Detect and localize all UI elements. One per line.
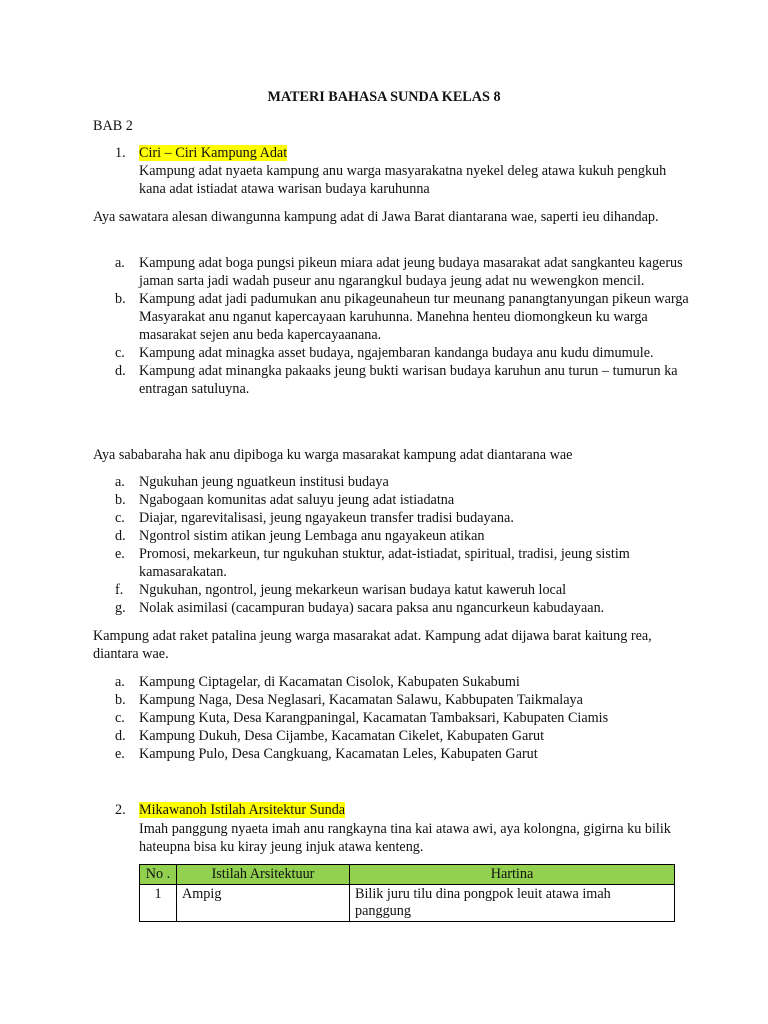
list-item: e. Kampung Pulo, Desa Cangkuang, Kacamatan Leles, Kabupaten Garut [115, 746, 538, 762]
paragraph-rights: Aya sababaraha hak anu dipiboga ku warga masarakat kampung adat diantarana wae [93, 447, 573, 463]
header-term: Istilah Arsitektuur [177, 865, 350, 885]
table-row [140, 885, 675, 922]
list-item: a. Ngukuhan jeung nguatkeun institusi budaya [115, 474, 389, 490]
document-title: MATERI BAHASA SUNDA KELAS 8 [267, 89, 501, 105]
list-item: b. Ngabogaan komunitas adat saluyu jeung adat istiadatna [115, 492, 455, 508]
section-1-definition: Kampung adat nyaeta kampung anu warga masyarakatna nyekel deleg atawa kukuh pengkuh kana adat istiadat atawa warisan budaya karuhunna [139, 163, 667, 197]
list-item: b. Kampung adat jadi padumukan anu pikageunaheun tur meunang panangtanyungan pikeun warga Masyarakat anu nganut kapercayaan karuhunna. Manehna henteu diomongkeun ku warga masarakat sejen anu beda kapercayaanana. [115, 291, 689, 343]
list-item: d. Kampung adat minangka pakaaks jeung bukti warisan budaya karuhun anu turun – tumurun ka entragan satuluyna. [115, 363, 678, 397]
cell-meaning: Bilik juru tilu dina pongpok leuit atawa imah panggung [350, 885, 675, 922]
list-item: f. Ngukuhan, ngontrol, jeung mekarkeun warisan budaya katut kaweruh local [115, 582, 567, 598]
paragraph-villages: Kampung adat raket patalina jeung warga masarakat adat. Kampung adat dijawa barat kaitung rea, diantara wae. [93, 628, 652, 662]
list-item: e. Promosi, mekarkeun, tur ngukuhan stuktur, adat-istiadat, spiritual, tradisi, jeung sistim kamasarakatan. [115, 546, 630, 580]
section-1-heading [115, 144, 287, 162]
section-1-number: 1. [115, 145, 126, 161]
section-2-number: 2. [115, 802, 126, 818]
list-item: a. Kampung adat boga pungsi pikeun miara adat jeung budaya masarakat adat sangkanteu kagerus jaman sarta jadi wadah puseur anu ngarangkul budaya jeung adat nu wewengkon mencil. [115, 255, 683, 289]
rights-list [93, 473, 693, 617]
reasons-list [93, 254, 693, 398]
header-no: No . [140, 865, 177, 885]
section-2-title: Mikawanoh Istilah Arsitektur Sunda [139, 802, 346, 818]
list-item: d. Kampung Dukuh, Desa Cijambe, Kacamatan Cikelet, Kabupaten Garut [115, 728, 545, 744]
cell-term: Ampig [177, 885, 350, 922]
section-1-title: Ciri – Ciri Kampung Adat [139, 145, 288, 161]
list-item: c. Kampung Kuta, Desa Karangpaningal, Kacamatan Tambaksari, Kabupaten Ciamis [115, 710, 609, 726]
architecture-terms-table [139, 864, 675, 922]
paragraph-reasons: Aya sawatara alesan diwangunna kampung adat di Jawa Barat diantarana wae, saperti ieu dihandap. [93, 209, 659, 225]
list-item: c. Kampung adat minagka asset budaya, ngajembaran kandanga budaya anu kudu dimumule. [115, 345, 654, 361]
section-2-definition: Imah panggung nyaeta imah anu rangkayna tina kai atawa awi, aya kolongna, gigirna ku bilik hateupna bisa ku kiray jeung injuk atawa kenteng. [139, 821, 671, 855]
list-item: a. Kampung Ciptagelar, di Kacamatan Cisolok, Kabupaten Sukabumi [115, 674, 520, 690]
cell-no: 1 [140, 885, 177, 922]
list-item: c. Diajar, ngarevitalisasi, jeung ngayakeun transfer tradisi budayana. [115, 510, 514, 526]
section-2-heading [115, 801, 345, 819]
list-item: d. Ngontrol sistim atikan jeung Lembaga anu ngayakeun atikan [115, 528, 485, 544]
chapter-label: BAB 2 [93, 118, 133, 134]
villages-list [93, 673, 693, 763]
list-item: g. Nolak asimilasi (cacampuran budaya) sacara paksa anu ngancurkeun kabudayaan. [115, 600, 605, 616]
list-item: b. Kampung Naga, Desa Neglasari, Kacamatan Salawu, Kabbupaten Taikmalaya [115, 692, 583, 708]
table-header-row [140, 865, 675, 885]
header-meaning: Hartina [350, 865, 675, 885]
